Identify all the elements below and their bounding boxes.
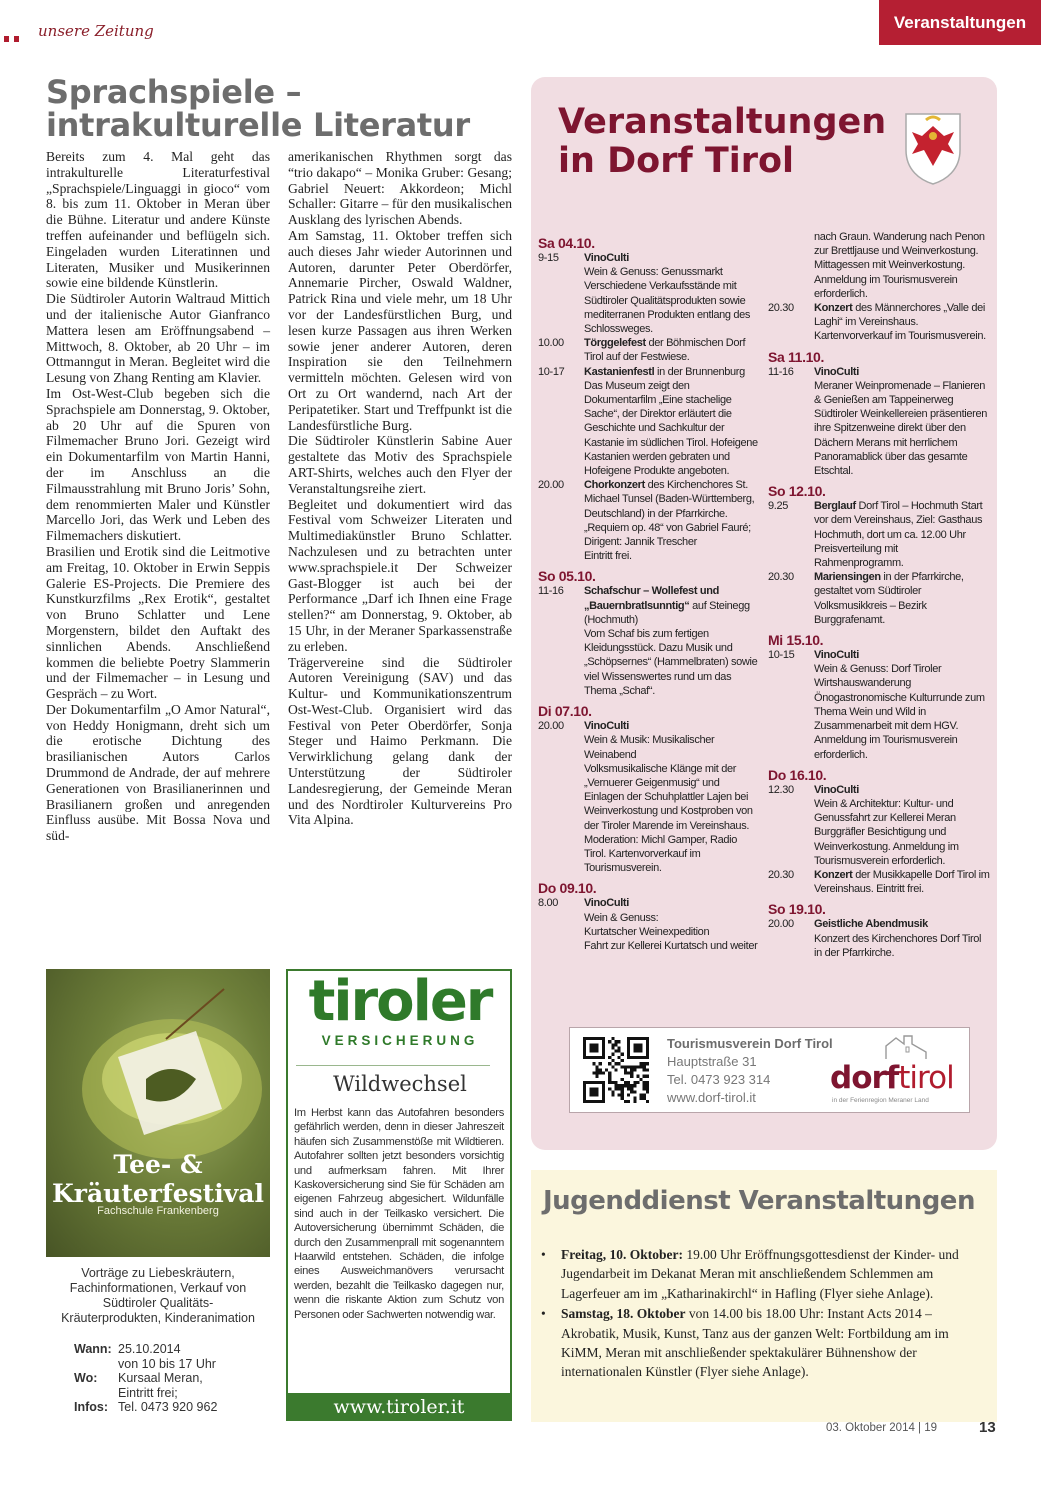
event-detail: Wein & Architektur: Kultur- und Genussfahrt zur Kellerei Meran Burggräfler Besichtigung und Weinverkostung. Anmeldung im Tourismusverein erforderlich. xyxy=(814,797,959,867)
event-text: des Männerchores „Valle dei Laghi“ im Vereinshaus. Kartenvorverkauf im Tourismusverein. xyxy=(814,302,986,343)
event-day: Do 09.10. xyxy=(538,880,597,897)
event-row xyxy=(768,917,990,931)
tee-wo-label: Wo: xyxy=(74,1371,98,1386)
event-name: VinoCulti xyxy=(814,649,859,662)
event-time: 8.00 xyxy=(538,897,559,910)
paragraph: Trägervereine sind die Südtiroler Autoren Vereinigung (SAV) und das Kultur- und Kommunikationszentrum Ost-West-Club. Organisiert wird das Festival von Peter Oberdörfer, Sonja Steger und Haimo Perkmann. Die Verwirklichung gelang dank der Unterstützung der Südtiroler Landesregierung, der Gemeinde Meran und des Nordtiroler Kulturvereins Pro Vita Alpina. xyxy=(288,654,512,828)
tiroler-logo: tiroler xyxy=(308,969,492,1034)
event-time: 10.00 xyxy=(538,337,564,350)
contact-org: Tourismusverein Dorf Tirol xyxy=(667,1036,833,1051)
header-dots xyxy=(4,29,26,35)
event-day: So 05.10. xyxy=(538,568,596,585)
event-name: VinoCulti xyxy=(584,252,629,264)
footer-date: 03. Oktober 2014 | 19 xyxy=(826,1422,938,1434)
event-name: VinoCulti xyxy=(584,897,629,910)
contact-street: Hauptstraße 31 xyxy=(667,1054,757,1069)
article-title-line2: intrakulturelle Literatur xyxy=(46,106,470,144)
events-title xyxy=(558,103,888,181)
dorftirol-logo-a: dorf xyxy=(830,1060,899,1096)
dorftirol-logo xyxy=(830,1060,954,1096)
jugenddienst-item-date: Samstag, 18. Oktober xyxy=(561,1306,686,1322)
tee-wann-value2: von 10 bis 17 Uhr xyxy=(118,1356,216,1371)
event-day: Sa 11.10. xyxy=(768,348,825,365)
jugenddienst-item-text: von 14.00 bis 18.00 Uhr: Instant Acts 2014 – Akrobatik, Musik, Kunst, Tanz aus der ganzen Welt: Fortbildung am im KiMM, Meran mit anschließender spektakulärer Bühnenshow der internationalen Künstler (Flyer siehe Anlage). xyxy=(561,1306,949,1380)
event-name: Kastanienfestl xyxy=(584,365,655,378)
event-name: Mariensingen xyxy=(814,571,881,584)
jugenddienst-item-date: Freitag, 10. Oktober: xyxy=(561,1247,683,1262)
event-name: VinoCulti xyxy=(584,720,629,733)
event-detail: Wein & Genuss: xyxy=(584,911,659,924)
tee-ad-title xyxy=(46,1150,270,1208)
tiroler-logo-sub: VERSICHERUNG xyxy=(321,1033,479,1048)
event-detail: Wein & Genuss: Genussmarkt xyxy=(584,266,723,279)
event-day: Sa 04.10. xyxy=(538,235,595,251)
event-detail: nach Graun. Wanderung nach Penon zur Brettljause und Weinverkostung. Mittagessen mit Weinverkostung. Anmeldung im Tourismusverein erforderlich. xyxy=(814,231,985,300)
tiroler-headline: Wildwechsel xyxy=(333,1072,467,1096)
event-time: 10-15 xyxy=(768,649,795,662)
dorftirol-logo-b: tirol xyxy=(898,1060,954,1096)
event-row xyxy=(768,648,990,662)
article-title xyxy=(46,73,516,144)
event-name: Schafschur – Wollefest und „Bauernbratlsunntig“ xyxy=(584,585,719,612)
event-detail: Önogastronomische Kulturrunde zum Thema Wein und Wild in Zusammenarbeit mit dem HGV. Anmeldung im Tourismusverein erforderlich. xyxy=(814,691,985,761)
event-detail: Wein & Musik: Musikalischer Weinabend xyxy=(584,734,715,761)
tiroler-divider xyxy=(296,1065,490,1066)
event-text: in der Pfarrkirche, gestaltet vom Südtiroler Volksmusikkreis – Bezirk Burggrafenamt. xyxy=(814,571,964,626)
event-text: der Böhmischen Dorf Tirol auf der Festwiese. xyxy=(584,337,746,364)
event-time: 20.00 xyxy=(538,720,564,733)
tee-wann-label: Wann: xyxy=(74,1342,112,1356)
events-title-line1: Veranstaltungen xyxy=(558,102,887,142)
event-detail: Wein & Genuss: Dorf Tiroler Wirtshauswanderung xyxy=(814,663,942,690)
event-text: Dorf Tirol – Hochmuth Start vor dem Vereinshaus, Ziel: Gasthaus Hochmuth, dort um ca. 12.00 Uhr Preisverteilung mit Rahmenprogramm. xyxy=(814,500,983,570)
event-name: Konzert xyxy=(814,302,853,315)
event-name: VinoCulti xyxy=(814,365,859,378)
contact-phone: Tel. 0473 923 314 xyxy=(667,1072,771,1087)
event-detail: Konzert des Kirchenchores Dorf Tirol in der Pfarrkirche. xyxy=(814,932,982,959)
event-row xyxy=(768,570,990,627)
event-row xyxy=(768,301,990,344)
jugenddienst-item xyxy=(541,1304,977,1382)
page-number: 13 xyxy=(979,1419,996,1436)
event-time: 12.30 xyxy=(768,783,794,796)
tee-wo-value2: Eintritt frei; xyxy=(118,1385,178,1400)
event-name: Konzert xyxy=(814,868,853,881)
event-row xyxy=(768,868,990,896)
paragraph: Brasilien und Erotik sind die Leitmotive am Freitag, 10. Oktober in Erwin Seppis Galerie ES-Projects. Die Premiere des Kunstkurzfilms „Rex Erotik“, gestaltet von Bruno Schlatter und Lene Morgenstern, bildet den Auftakt des sinnlichen Abends. Anschließend kommen die beliebte Poetry Slammerin und der Filmemacher – in Lesung und Gespräch – zu Wort. xyxy=(46,543,270,702)
castle-outline-icon xyxy=(882,1032,930,1060)
event-row xyxy=(538,896,760,910)
tee-ad-description: Vorträge zu Liebeskräutern, Fachinformationen, Verkauf von Südtiroler Qualitäts- Kräuterprodukten, Kinderanimation xyxy=(61,1266,255,1325)
event-detail: Kurtatscher Weinexpedition xyxy=(584,925,710,938)
event-detail: Südtiroler Weinkellereien präsentieren ihre Spitzenweine direkt über den Dächern Merans mit herrlichem Panoramablick über das gesamte Etschtal. xyxy=(814,408,987,478)
magazine-logo: unsere Zeitung xyxy=(38,22,154,40)
event-row xyxy=(768,365,990,379)
paragraph: Begleitet und dokumentiert wird das Festival vom Schweizer Literaten und Multimediakünstler Bruno Schlatter. Nachzulesen und zu betrachten unter www.sprachspiele.it Der Schweizer Gast-Blogger ist auch bei der Performance „Darf ich Ihnen eine Frage stellen?“ am Donnerstag, 9. Oktober, ab 15 Uhr, in der Meraner Sparkassenstraße zu erleben. xyxy=(288,496,512,654)
jugenddienst-item-text: 19.00 Uhr Eröffnungsgottesdienst der Kinder- und Jugendarbeit im Dekanat Meran mit anschließendem Schlemmen am Lagerfeuer am im „Katharinakirchl“ in Hafling (Flyer siehe Anlage). xyxy=(561,1247,959,1301)
event-detail: Fahrt zur Kellerei Kurtatsch und weiter xyxy=(584,939,758,952)
event-name: Berglauf xyxy=(814,500,856,513)
tiroler-url[interactable]: www.tiroler.it xyxy=(286,1393,512,1421)
event-row xyxy=(538,478,760,521)
paragraph: Im Ost-West-Club begeben sich die Sprachspiele am Donnerstag, 9. Oktober, ab 20 Uhr auf die Spuren von Filmemacher Bruno Jori. Gezeigt wird ein Dokumentarfilm von Martin Hanni, der im Anschluss an die Filmausstrahlung mit Bruno Joris’ Sohn, dem renommierten Maler und Künstler Marcello Jori, das Werk und Leben des Filmemachers diskutiert. xyxy=(46,385,270,544)
event-time: 20.00 xyxy=(768,918,794,931)
tee-ad-subtitle: Fachschule Frankenberg xyxy=(97,1205,219,1217)
tee-ad-info xyxy=(74,1342,217,1415)
event-text: des Kirchenchores St. Michael Tunsel (Baden-Württemberg, Deutschland) in der Pfarrkirche. xyxy=(584,479,755,520)
event-detail: Eintritt frei. xyxy=(584,550,632,563)
section-tab: Veranstaltungen xyxy=(879,0,1041,45)
event-name: VinoCulti xyxy=(814,783,859,796)
paragraph: Bereits zum 4. Mal geht das intrakulturelle Literaturfestival „Sprachspiele/Linguaggi in gioco“ vom 8. bis zum 11. Oktober in Meran über die Bühne. Literatur und andere Künste treffen aufeinander und beflügeln sich. Eingeladen wurden Literatinnen und Literaten, Musiker und Musikerinnen sowie eine bildende Künstlerin. xyxy=(46,149,270,291)
event-text: auf Steinegg (Hochmuth) xyxy=(584,599,750,626)
article-column-2 xyxy=(288,149,512,828)
event-time: 9.25 xyxy=(768,500,789,513)
event-time: 9-15 xyxy=(538,252,559,264)
event-day: So 19.10. xyxy=(768,901,826,918)
jugenddienst-title: Jugenddienst Veranstaltungen xyxy=(543,1186,975,1216)
paragraph: Die Südtiroler Künstlerin Sabine Auer gestaltete das Motiv des Sprachspiele ART-Shirts, welches auch den Flyer der Veranstaltungsreihe ziert. xyxy=(288,433,512,496)
event-row xyxy=(768,783,990,797)
event-row xyxy=(538,365,760,479)
paragraph: Der Dokumentarfilm „O Amor Natural“, von Heddy Honigmann, dreht sich um die erotische Dichtung des brasilianischen Autors Carlos Drummond de Andrade, der auf mehrere Generationen von Brasilianerinnen und Brasilianern großen und anregenden Einfluss ausübe. Mit Bossa Nova und süd- xyxy=(46,701,270,844)
event-time: 20.30 xyxy=(768,571,794,584)
tee-wo-value: Kursaal Meran, xyxy=(118,1371,203,1386)
dorftirol-logo-sub: in der Ferienregion Meraner Land xyxy=(832,1097,929,1104)
article-title-line1: Sprachspiele – xyxy=(46,73,302,111)
events-column-a xyxy=(538,230,760,953)
event-time: 11-16 xyxy=(768,365,794,378)
paragraph: amerikanischen Rhythmen sorgt das “trio dakapo“ – Monika Gruber: Gesang; Gabriel Neuert: Akkordeon; Michl Schaller: Gitarre – für den musikalischen Ausklang des lyrischen Abends. xyxy=(288,149,512,228)
event-day: So 12.10. xyxy=(768,483,826,500)
event-day: Do 16.10. xyxy=(768,766,827,783)
events-column-b xyxy=(768,230,990,960)
event-day: Mi 15.10. xyxy=(768,632,824,649)
contact-web: www.dorf-tirol.it xyxy=(667,1090,756,1105)
contact-text xyxy=(667,1035,833,1107)
coat-of-arms-icon xyxy=(902,110,964,186)
event-row xyxy=(538,251,760,265)
paragraph: Am Samstag, 11. Oktober treffen sich auch dieses Jahr wieder Autorinnen und Autoren, darunter Peter Oberdörfer, Annemarie Pircher, Oswald Waldner, Patrick Rina und viele mehr, um 18 Uhr vor der Landesfürstlichen Burg, und lesen kurze Passagen aus ihren Werken sowie jener anderer Autoren, deren Inspiration sie den Teilnehmern vermitteln möchten. Gelesen wird von Ort zu Ort wandernd, nach Art der Peripatetiker. Start und Treffpunkt ist die Landesfürstliche Burg. xyxy=(288,227,512,433)
event-text: in der Brunnenburg Das Museum zeigt den Dokumentarfilm „Eine stachelige Sache“, der Direktor erläutert die Geschichte und Sachkultur der Kastanie im südlichen Tirol. Hofeigene Kastanien werden gebraten und Hofeigene Produkte angeboten. xyxy=(584,365,758,478)
paragraph: Die Südtiroler Autorin Waltraud Mittich und der italienische Autor Gianfranco Mattera lesen am Eröffnungsabend – Mittwoch, 8. Oktober, ab 20 Uhr – im Ottmanngut in Meran. Begleitet wird die Lesung von Zhang Renting am Klavier. xyxy=(46,291,270,386)
event-time: 10-17 xyxy=(538,365,565,378)
event-row xyxy=(768,499,990,570)
jugenddienst-item xyxy=(541,1245,977,1303)
tee-infos-value: Tel. 0473 920 962 xyxy=(118,1400,218,1415)
event-text: der Musikkapelle Dorf Tirol im Vereinshaus. Eintritt frei. xyxy=(814,868,990,896)
event-row xyxy=(538,719,760,733)
tee-infos-label: Infos: xyxy=(74,1400,109,1415)
event-time: 20.30 xyxy=(768,302,794,315)
event-name: Geistliche Abendmusik xyxy=(814,918,928,931)
qr-code-icon xyxy=(583,1037,649,1103)
article-column-1 xyxy=(46,149,270,844)
event-detail: Verschiedene Verkaufsstände mit Südtiroler Qualitätsprodukten sowie mediterranen Produkten entlang des Schlossweges. xyxy=(584,280,751,336)
tee-ad-title-line2: Kräuterfestival xyxy=(52,1179,264,1208)
event-time: 20.30 xyxy=(768,868,794,881)
event-detail: Vom Schaf bis zum fertigen Kleidungsstück. Dazu Musik und „Schöpsernes“ (Hammelbraten) sowie viel Wissenswertes rund um das Thema „Schaf“. xyxy=(584,628,758,697)
tee-ad-title-line1: Tee- & xyxy=(113,1150,203,1179)
event-detail: Volksmusikalische Klänge mit der „Vernuerer Geigenmusig“ und Einlagen der Schuhplattler Lajen bei Weinverkostung und Kostproben von der Tiroler Marende im Vereinshaus. Moderation: Michl Gamper, Radio Tirol. Kartenvorverkauf im Tourismusverein. xyxy=(584,762,753,875)
event-day: Di 07.10. xyxy=(538,703,592,720)
tiroler-text: Im Herbst kann das Autofahren besonders gefährlich werden, denn in dieser Jahreszeit häufen sich Zusammenstöße mit Wildtieren. Autofahrer sollten jetzt besonders vorsichtig und aufmerksam fahren. Mit Ihrer Kaskoversicherung sind Sie für Schäden am eigenen Fahrzeug abgesichert. Wildunfälle sind auch in der Teilkasko versichert. Die Autoversicherung übernimmt Schäden, die durch den Zusammenprall mit sogenanntem Haarwild entstehen. Schäden, die infolge eines Ausweichmanövers verursacht werden, bezahlt die Teilkasko dagegen nur, wenn die riskante Aktion zum Schutz von Personen oder Sachwerten notwendig war. xyxy=(294,1107,504,1321)
event-time: 11-16 xyxy=(538,585,564,598)
event-row xyxy=(538,584,760,627)
event-name: Törggelefest xyxy=(584,337,646,350)
tee-wann-value: 25.10.2014 xyxy=(118,1342,181,1356)
event-detail: Meraner Weinpromenade – Flanieren & Genießen am Tappeinerweg xyxy=(814,379,986,407)
event-detail: „Requiem op. 48“ von Gabriel Fauré; Dirigent: Jannik Trescher xyxy=(584,521,751,549)
jugenddienst-list xyxy=(541,1245,977,1383)
events-title-line2: in Dorf Tirol xyxy=(558,141,795,181)
event-name: Chorkonzert xyxy=(584,479,645,492)
event-time: 20.00 xyxy=(538,479,564,492)
event-row xyxy=(538,336,760,364)
